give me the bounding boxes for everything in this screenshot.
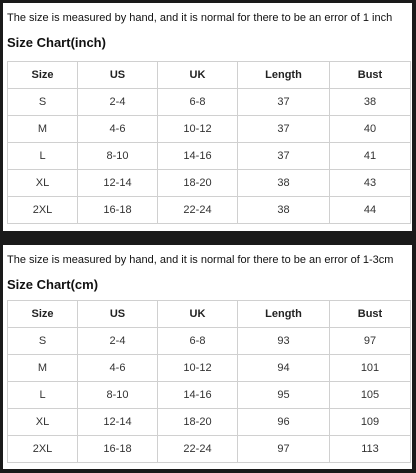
header-us: US	[78, 301, 158, 328]
table-header-row	[8, 301, 411, 328]
cell-us: 12-14	[78, 170, 158, 197]
cell-uk: 6-8	[158, 328, 238, 355]
cell-length: 37	[238, 89, 330, 116]
cell-bust: 38	[330, 89, 411, 116]
table-row	[8, 409, 411, 436]
header-size: Size	[8, 62, 78, 89]
table-row	[8, 436, 411, 463]
cell-us: 2-4	[78, 328, 158, 355]
cell-bust: 44	[330, 197, 411, 224]
size-table-cm	[7, 300, 411, 463]
cell-us: 16-18	[78, 197, 158, 224]
table-row	[8, 143, 411, 170]
cell-uk: 10-12	[158, 116, 238, 143]
cell-size: M	[8, 116, 78, 143]
cell-uk: 18-20	[158, 170, 238, 197]
header-length: Length	[238, 62, 330, 89]
measurement-note: The size is measured by hand, and it is normal for there to be an error of 1 inch	[7, 12, 393, 24]
cell-length: 93	[238, 328, 330, 355]
table-row	[8, 328, 411, 355]
cell-uk: 10-12	[158, 355, 238, 382]
header-uk: UK	[158, 62, 238, 89]
cell-size: 2XL	[8, 197, 78, 224]
cell-uk: 14-16	[158, 143, 238, 170]
cell-bust: 43	[330, 170, 411, 197]
cell-us: 4-6	[78, 116, 158, 143]
cell-us: 12-14	[78, 409, 158, 436]
chart-title: Size Chart(cm)	[7, 277, 99, 292]
cell-bust: 97	[330, 328, 411, 355]
table-row	[8, 197, 411, 224]
cell-us: 2-4	[78, 89, 158, 116]
header-uk: UK	[158, 301, 238, 328]
cell-length: 37	[238, 116, 330, 143]
cell-uk: 14-16	[158, 382, 238, 409]
cell-length: 38	[238, 197, 330, 224]
cell-size: M	[8, 355, 78, 382]
header-bust: Bust	[330, 301, 411, 328]
cell-size: S	[8, 328, 78, 355]
header-size: Size	[8, 301, 78, 328]
cell-size: XL	[8, 170, 78, 197]
cell-length: 94	[238, 355, 330, 382]
table-row	[8, 355, 411, 382]
cell-bust: 101	[330, 355, 411, 382]
cell-uk: 22-24	[158, 197, 238, 224]
cell-bust: 41	[330, 143, 411, 170]
cell-length: 38	[238, 170, 330, 197]
cell-uk: 6-8	[158, 89, 238, 116]
cell-bust: 113	[330, 436, 411, 463]
cell-length: 37	[238, 143, 330, 170]
cell-size: L	[8, 143, 78, 170]
chart-title: Size Chart(inch)	[7, 35, 106, 50]
cell-uk: 22-24	[158, 436, 238, 463]
cell-us: 8-10	[78, 382, 158, 409]
table-row	[8, 170, 411, 197]
cell-bust: 40	[330, 116, 411, 143]
table-row	[8, 116, 411, 143]
size-chart-inch-panel	[3, 3, 412, 231]
size-chart-cm-panel	[3, 245, 412, 469]
cell-bust: 105	[330, 382, 411, 409]
cell-us: 4-6	[78, 355, 158, 382]
table-header-row	[8, 62, 411, 89]
table-row	[8, 89, 411, 116]
cell-uk: 18-20	[158, 409, 238, 436]
cell-size: S	[8, 89, 78, 116]
size-table-inch	[7, 61, 411, 224]
cell-length: 96	[238, 409, 330, 436]
header-us: US	[78, 62, 158, 89]
cell-us: 16-18	[78, 436, 158, 463]
cell-us: 8-10	[78, 143, 158, 170]
cell-length: 97	[238, 436, 330, 463]
header-length: Length	[238, 301, 330, 328]
measurement-note: The size is measured by hand, and it is normal for there to be an error of 1-3cm	[7, 254, 394, 266]
table-row	[8, 382, 411, 409]
cell-size: XL	[8, 409, 78, 436]
cell-bust: 109	[330, 409, 411, 436]
header-bust: Bust	[330, 62, 411, 89]
cell-size: 2XL	[8, 436, 78, 463]
cell-length: 95	[238, 382, 330, 409]
cell-size: L	[8, 382, 78, 409]
